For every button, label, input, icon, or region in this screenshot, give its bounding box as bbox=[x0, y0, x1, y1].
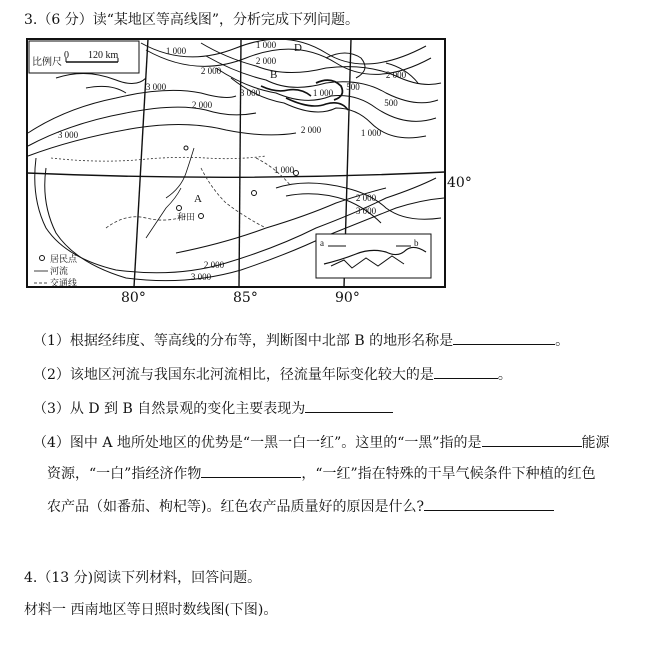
scale-label: 比例尺 bbox=[32, 57, 62, 68]
contour-label: 500 bbox=[384, 98, 398, 108]
inset-b-label: b bbox=[414, 238, 419, 248]
question-3-4-line2 bbox=[47, 463, 596, 483]
contour-label: 1 000 bbox=[312, 88, 334, 98]
contour-label: 3 000 bbox=[145, 82, 167, 92]
question-3-3 bbox=[33, 398, 393, 418]
question-3-3-text: （3）从 D 到 B 自然景观的变化主要表现为 bbox=[33, 401, 306, 417]
contour-label: 3 000 bbox=[239, 88, 261, 98]
contour-label: 1 000 bbox=[255, 40, 277, 50]
contour-label: 3 000 bbox=[57, 130, 79, 140]
question-3-4-text-d: ，“一红”指在特殊的干旱气候条件下种植的红色 bbox=[301, 466, 596, 482]
contour-label: 3 000 bbox=[355, 206, 377, 216]
legend-settlement: 居民点 bbox=[50, 254, 78, 264]
question-3-1-text: （1）根据经纬度、等高线的分布等，判断图中北部 B 的地形名称是 bbox=[33, 333, 454, 349]
material-1: 材料一 西南地区等日照时数线图(下图)。 bbox=[24, 602, 278, 618]
point-a-label: A bbox=[194, 193, 202, 205]
contour-label: 1 000 bbox=[360, 128, 382, 138]
contour-label: 1 000 bbox=[165, 46, 187, 56]
question-3-4-text-c: 资源，“一白”指经济作物 bbox=[47, 466, 202, 482]
question-3-4-text-e: 农产品（如番茄、枸杞等)。红色农产品质量好的原因是什么? bbox=[47, 499, 424, 515]
point-b-label: B bbox=[270, 69, 278, 81]
answer-blank-3-4-red[interactable] bbox=[424, 496, 554, 511]
question-4-title: 4.（13 分)阅读下列材料，回答问题。 bbox=[24, 570, 262, 586]
question-3-2-text: （2）该地区河流与我国东北河流相比，径流量年际变化较大的是 bbox=[33, 367, 434, 383]
legend-road: 交通线 bbox=[50, 278, 78, 288]
longitude-85-label: 85° bbox=[233, 290, 258, 306]
contour-map bbox=[26, 38, 446, 288]
question-3-1 bbox=[33, 330, 569, 350]
place-hetian: 和田 bbox=[177, 212, 196, 222]
longitude-80-label: 80° bbox=[121, 290, 146, 306]
contour-label: 2 000 bbox=[300, 125, 322, 135]
answer-blank-3-2[interactable] bbox=[434, 364, 498, 379]
contour-label: 2 000 bbox=[385, 70, 407, 80]
contour-label: 1 000 bbox=[273, 165, 295, 175]
inset-a-label: a bbox=[320, 238, 324, 248]
question-3-4-line3 bbox=[47, 496, 554, 516]
question-3-1-end: 。 bbox=[555, 333, 570, 349]
answer-blank-3-1[interactable] bbox=[453, 330, 555, 345]
scale-zero: 0 bbox=[64, 50, 69, 61]
contour-label: 2 000 bbox=[255, 56, 277, 66]
question-3-4-text-b: 能源 bbox=[581, 435, 610, 451]
contour-label: 500 bbox=[346, 82, 360, 92]
question-3-2 bbox=[33, 364, 512, 384]
latitude-40-label: 40° bbox=[447, 175, 472, 191]
contour-label: 3 000 bbox=[190, 272, 212, 282]
contour-label: 2 000 bbox=[355, 193, 377, 203]
contour-label: 2 000 bbox=[191, 100, 213, 110]
question-3-4-line1 bbox=[33, 432, 610, 452]
question-3-4-text-a: （4）图中 A 地所处地区的优势是“一黑一白一红”。这里的“一黑”指的是 bbox=[33, 435, 482, 451]
longitude-90-label: 90° bbox=[335, 290, 360, 306]
answer-blank-3-4-black[interactable] bbox=[482, 432, 582, 447]
question-3-title: 3.（6 分）读“某地区等高线图”，分析完成下列问题。 bbox=[24, 12, 360, 28]
answer-blank-3-3[interactable] bbox=[305, 398, 393, 413]
contour-label: 2 000 bbox=[200, 66, 222, 76]
question-3-2-end: 。 bbox=[497, 367, 512, 383]
contour-label: 2 000 bbox=[203, 260, 225, 270]
answer-blank-3-4-white[interactable] bbox=[201, 463, 301, 478]
legend-river: 河流 bbox=[50, 266, 69, 276]
point-d-label: D bbox=[294, 42, 302, 54]
scale-value: 120 km bbox=[88, 50, 119, 61]
